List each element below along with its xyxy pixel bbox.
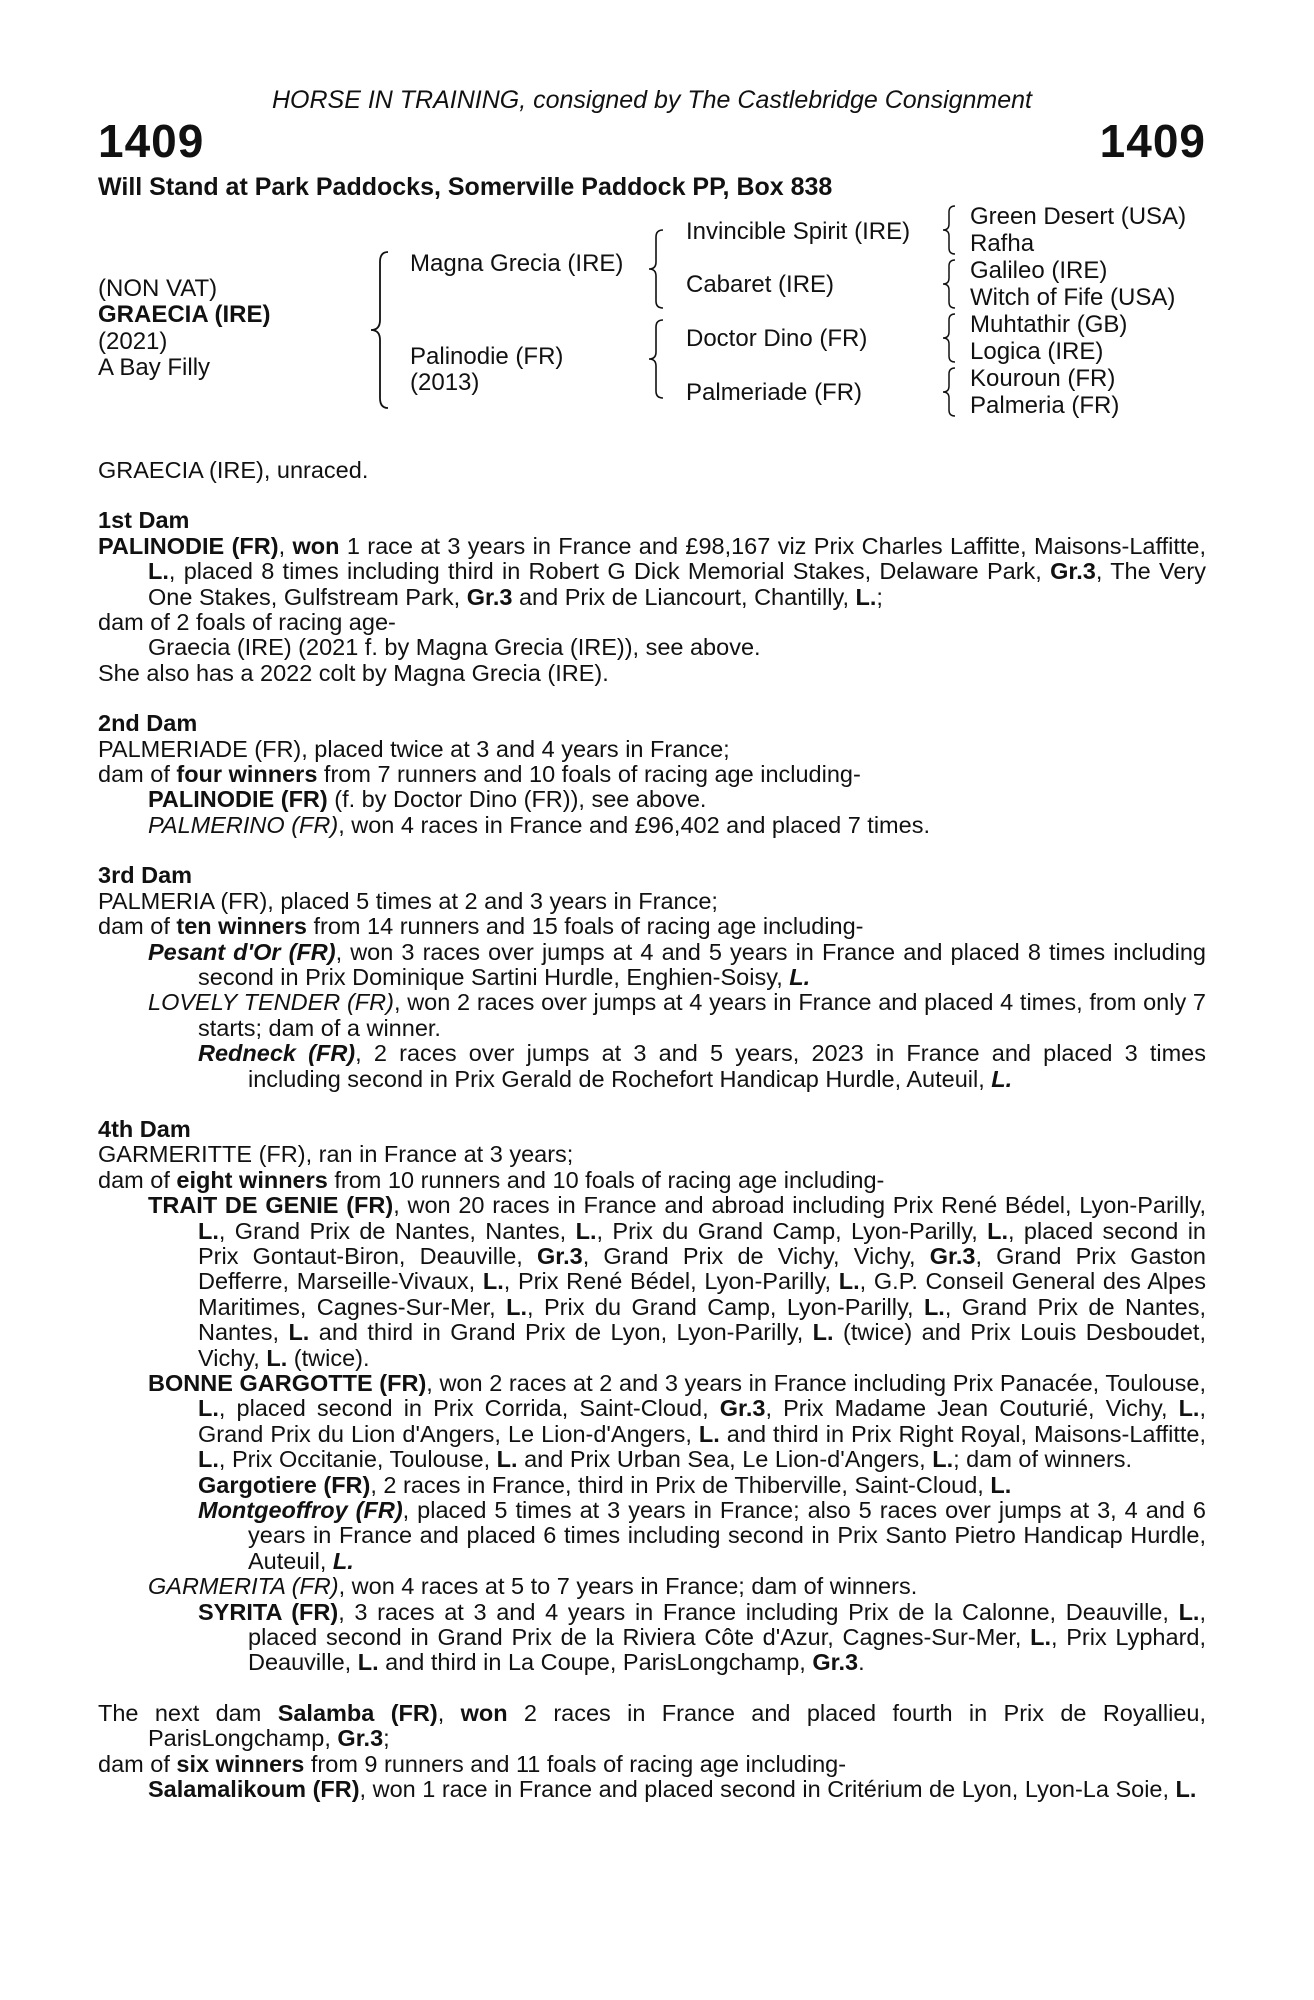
sire-name: Magna Grecia (IRE) <box>410 250 624 277</box>
section-heading: 2nd Dam <box>98 710 198 737</box>
progeny-entry: PALINODIE (FR) (f. by Doctor Dino (FR)), see above. <box>148 786 707 813</box>
progeny-entry: LOVELY TENDER (FR), won 2 races over jumps at 4 years in France and placed 4 times, from only 7 starts; dam of a winner. <box>148 989 1207 1041</box>
sire-dam: Cabaret (IRE) <box>686 271 835 298</box>
stand-location: Will Stand at Park Paddocks, Somerville Paddock PP, Box 838 <box>98 173 833 201</box>
consignment-line: HORSE IN TRAINING, consigned by The Castlebridge Consignment <box>271 86 1033 114</box>
brace-g2 <box>940 258 958 310</box>
brace-main <box>368 250 392 410</box>
pedigree-table <box>98 200 1206 500</box>
dam4-record: GARMERITTE (FR), ran in France at 3 years; <box>98 1141 574 1168</box>
dam1-dam-of: dam of 2 foals of racing age- <box>98 609 396 636</box>
dam2-dam-of: dam of four winners from 7 runners and 10 foals of racing age including- <box>98 761 861 788</box>
progeny-entry: GARMERITA (FR), won 4 races at 5 to 7 years in France; dam of winners. <box>148 1573 918 1600</box>
dam4-dam-of: dam of eight winners from 10 runners and 10 foals of racing age including- <box>98 1166 885 1193</box>
dam2-record: PALMERIADE (FR), placed twice at 3 and 4 years in France; <box>98 735 730 762</box>
gg-6: Logica (IRE) <box>970 338 1104 365</box>
progeny-entry: Montgeoffroy (FR), placed 5 times at 3 years in France; also 5 races over jumps at 3, 4 and 6 years in France and placed 6 times including second in Prix Santo Pietro Handicap Hurdle, Auteuil, L. <box>198 1497 1206 1574</box>
gg-1: Green Desert (USA) <box>970 203 1187 230</box>
gg-7: Kouroun (FR) <box>970 365 1116 392</box>
section-heading: 3rd Dam <box>98 862 193 889</box>
progeny-entry: Salamalikoum (FR), won 1 race in France and placed second in Critérium de Lyon, Lyon-La Soie, L. <box>148 1776 1197 1803</box>
brace-dam <box>646 318 666 400</box>
dam1-name: PALINODIE (FR) <box>98 532 279 559</box>
gg-4: Witch of Fife (USA) <box>970 284 1176 311</box>
catalogue-body <box>98 458 1206 1803</box>
dam-name: Palinodie (FR) <box>410 343 564 370</box>
lot-number-right: 1409 <box>1099 115 1206 167</box>
progeny-entry: BONNE GARGOTTE (FR), won 2 races at 2 and 3 years in France including Prix Panacée, Toulouse, L., placed second in Prix Corrida, Saint-Cloud, Gr.3, Prix Madame Jean Couturié, Vichy, L., Grand Prix du Lion d'Angers, Le Lion-d'Angers, L. and third in Prix Right Royal, Maisons-Laffitte, L., Prix Occitanie, Toulouse, L. and Prix Urban Sea, Le Lion-d'Angers, L.; dam of winners. <box>148 1370 1206 1473</box>
dam1-foal: Graecia (IRE) (2021 f. by Magna Grecia (IRE)), see above. <box>148 634 761 661</box>
progeny-entry: Gargotiere (FR), 2 races in France, third in Prix de Thiberville, Saint-Cloud, L. <box>198 1471 1012 1498</box>
brace-sire <box>646 228 666 310</box>
dam-sire: Doctor Dino (FR) <box>686 325 868 352</box>
dam1-also: She also has a 2022 colt by Magna Grecia (IRE). <box>98 659 609 686</box>
progeny-entry: TRAIT DE GENIE (FR), won 20 races in France and abroad including Prix René Bédel, Lyon-Parilly, L., Grand Prix de Nantes, Nantes, L., Prix du Grand Camp, Lyon-Parilly, L., placed second in Prix Gontaut-Biron, Deauville, Gr.3, Grand Prix de Vichy, Vichy, Gr.3, Grand Prix Gaston Defferre, Marseille-Vivaux, L., Prix René Bédel, Lyon-Parilly, L., G.P. Conseil General des Alpes Maritimes, Cagnes-Sur-Mer, L., Prix du Grand Camp, Lyon-Parilly, L., Grand Prix de Nantes, Nantes, L. and third in Grand Prix de Lyon, Lyon-Parilly, L. (twice) and Prix Louis Desboudet, Vichy, L. (twice). <box>148 1192 1207 1371</box>
sire-sire: Invincible Spirit (IRE) <box>686 218 911 245</box>
brace-g3 <box>940 312 958 364</box>
progeny-entry: Pesant d'Or (FR), won 3 races over jumps at 4 and 5 years in France and placed 8 times including second in Prix Dominique Sartini Hurdle, Enghien-Soisy, L. <box>148 938 1206 990</box>
horse-description: A Bay Filly <box>98 354 211 381</box>
next-dam-of: dam of six winners from 9 runners and 11 foals of racing age including- <box>98 1750 847 1777</box>
dam-year: (2013) <box>410 369 480 396</box>
dam3-dam-of: dam of ten winners from 14 runners and 15 foals of racing age including- <box>98 913 864 940</box>
dam-dam: Palmeriade (FR) <box>686 379 863 406</box>
progeny-entry: PALMERINO (FR), won 4 races in France and £96,402 and placed 7 times. <box>148 811 930 838</box>
gg-3: Galileo (IRE) <box>970 257 1108 284</box>
next-dam-record: The next dam Salamba (FR), won 2 races in France and placed fourth in Prix de Royallieu, ParisLongchamp, Gr.3; <box>98 1699 1207 1752</box>
gg-8: Palmeria (FR) <box>970 392 1120 419</box>
horse-name: GRAECIA (IRE) <box>98 301 271 328</box>
gg-5: Muhtathir (GB) <box>970 311 1128 338</box>
vat-status: (NON VAT) <box>98 275 218 302</box>
intro-line: GRAECIA (IRE), unraced. <box>98 457 369 483</box>
gg-2: Rafha <box>970 230 1035 257</box>
progeny-entry: Redneck (FR), 2 races over jumps at 3 and 5 years, 2023 in France and placed 3 times including second in Prix Gerald de Rochefort Handicap Hurdle, Auteuil, L. <box>198 1040 1206 1092</box>
dam1-won: won <box>292 532 340 559</box>
dam1-record: PALINODIE (FR), won 1 race at 3 years in France and £98,167 viz Prix Charles Laffitte, Maisons-Laffitte, L., placed 8 times including third in Robert G Dick Memorial Stakes, Delaware Park, Gr.3, The Very One Stakes, Gulfstream Park, Gr.3 and Prix de Liancourt, Chantilly, L.; <box>98 532 1206 610</box>
section-heading: 1st Dam <box>98 507 190 534</box>
horse-year: (2021) <box>98 328 168 355</box>
dam3-record: PALMERIA (FR), placed 5 times at 2 and 3 years in France; <box>98 887 718 914</box>
brace-g1 <box>940 204 958 256</box>
progeny-entry: SYRITA (FR), 3 races at 3 and 4 years in France including Prix de la Calonne, Deauville, L., placed second in Grand Prix de la Riviera Côte d'Azur, Cagnes-Sur-Mer, L., Prix Lyphard, Deauville, L. and third in La Coupe, ParisLongchamp, Gr.3. <box>198 1598 1206 1676</box>
brace-g4 <box>940 366 958 418</box>
lot-number-left: 1409 <box>98 115 205 167</box>
section-heading: 4th Dam <box>98 1115 191 1142</box>
